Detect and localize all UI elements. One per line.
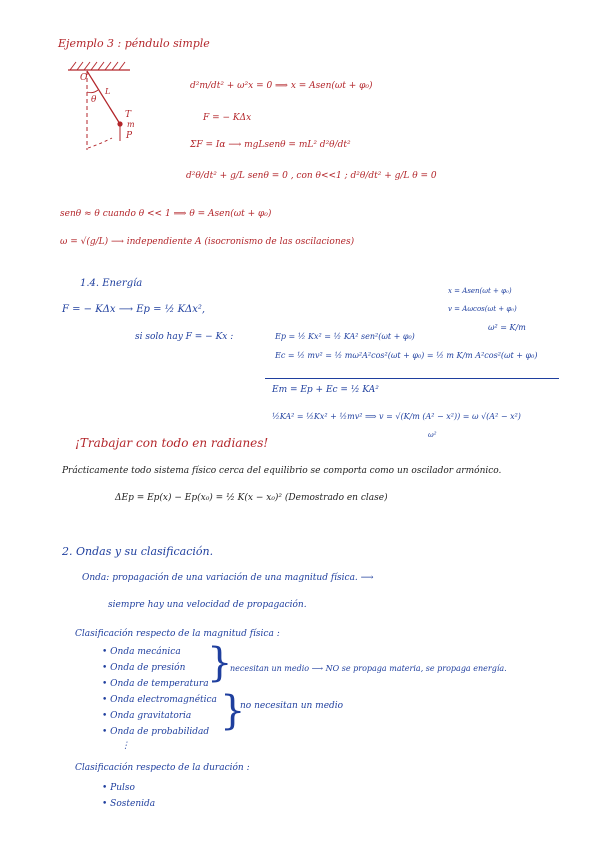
group2-note: no necesitan un medio <box>240 701 344 711</box>
label-theta: θ <box>91 95 97 105</box>
ec-line: Ec = ½ mv² = ½ mω²A²cos²(ωt + φ₀) = ½ m K/m A²cos²(ωt + φ₀) <box>275 351 538 360</box>
radians-note: ¡Trabajar con todo en radianes! <box>75 436 269 450</box>
equation-of-motion: d²m/dt² + ω²x = 0 ⟹ x = Asen(ωt + φ₀) <box>190 81 373 91</box>
list-item: • Pulso <box>102 783 135 793</box>
brace-group1: } <box>207 640 233 686</box>
ep-line: Ep = ½ Kx² = ½ KA² sen²(ωt + φ₀) <box>275 332 415 341</box>
tension-arrow <box>110 108 120 124</box>
small-angle-equation: d²θ/dt² + g/L senθ = 0 , con θ<<1 ; d²θ/dt² + g/L θ = 0 <box>186 171 437 181</box>
list-item: • Onda de temperatura <box>102 679 209 689</box>
angle-arc <box>87 90 98 93</box>
side-x: x = Asen(ωt + φ₀) <box>448 287 512 295</box>
list-item: • Onda de probabilidad <box>102 727 210 737</box>
waves-heading: 2. Ondas y su clasificación. <box>62 545 214 558</box>
propagation-velocity: siempre hay una velocidad de propagación. <box>108 600 307 610</box>
potential-energy: F = − KΔx ⟶ Ep = ½ KΔx², <box>62 304 206 315</box>
practically-statement: Prácticamente todo sistema físico cerca del equilibrio se comporta como un oscilador armónico. <box>62 466 502 476</box>
swing-arc <box>88 138 112 148</box>
omega2-note: ω² <box>428 431 437 439</box>
label-origin: O <box>80 73 88 83</box>
velocity-line: ½KA² = ½Kx² + ½mv² ⟹ v = √(K/m (A² − x²)) = ω √(A² − x²) <box>272 412 521 421</box>
ceiling-hatching <box>70 62 125 70</box>
list-item: • Sostenida <box>102 799 156 809</box>
omega-squared: ω² = K/m <box>488 323 526 332</box>
classification-duration: Clasificación respecto de la duración : <box>75 763 250 773</box>
divider-line <box>265 378 559 379</box>
label-tension: T <box>125 110 132 120</box>
list-item: • Onda gravitatoria <box>102 711 192 721</box>
list-item: • Onda de presión <box>102 663 186 673</box>
if-only-force: si solo hay F = − Kx : <box>135 332 234 342</box>
label-weight: P <box>126 131 133 141</box>
omega-isochronism: ω = √(g/L) ⟶ independiente A (isocronismo de las oscilaciones) <box>60 237 355 247</box>
classification-magnitude: Clasificación respecto de la magnitud física : <box>75 629 280 639</box>
label-mass: m <box>127 120 135 129</box>
pendulum-title: Ejemplo 3 : péndulo simple <box>58 37 210 50</box>
list-item: • Onda electromagnética <box>102 695 217 705</box>
side-v: v = Aωcos(ωt + φ₀) <box>448 305 517 313</box>
small-angle-approx: senθ ≈ θ cuando θ << 1 ⟹ θ = Asen(ωt + φ₀) <box>60 209 272 219</box>
ellipsis: ⋮ <box>121 741 130 751</box>
list-item: • Onda mecánica <box>102 647 181 657</box>
hooke-law: F = − KΔx <box>203 113 252 123</box>
group1-note: necesitan un medio ⟶ NO se propaga materia, se propaga energía. <box>230 664 507 673</box>
mechanical-energy: Em = Ep + Ec = ½ KA² <box>272 385 379 395</box>
wave-definition: Onda: propagación de una variación de una magnitud física. ⟶ <box>82 573 374 583</box>
delta-ep-line: ΔEp = Ep(x) − Ep(x₀) = ½ K(x − x₀)² (Demostrado en clase) <box>115 493 388 503</box>
brace-group2: } <box>220 688 246 734</box>
energy-heading: 1.4. Energía <box>80 278 143 289</box>
torque-equation: ΣF = Iα ⟶ mgLsenθ = mL² d²θ/dt² <box>190 140 351 150</box>
label-length: L <box>105 87 111 96</box>
